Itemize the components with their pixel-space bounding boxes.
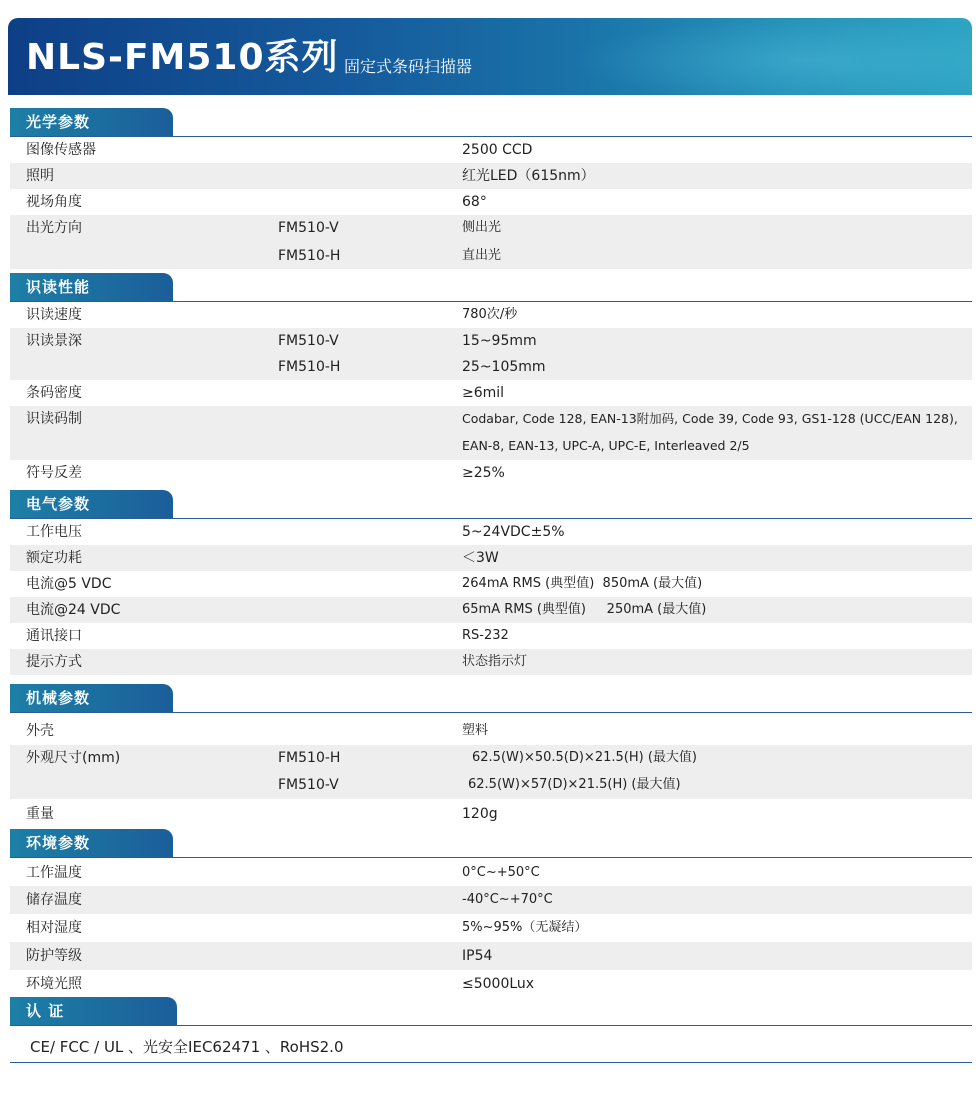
- spec-row-protection: [10, 942, 972, 970]
- section-title: 识读性能: [10, 273, 173, 302]
- spec-value: 65mA RMS (典型值) 250mA (最大值): [462, 602, 707, 617]
- page-title: NLS-FM510系列: [26, 37, 339, 78]
- section-header: [10, 829, 972, 858]
- section-header: [10, 997, 972, 1026]
- bottom-rule: [10, 1062, 972, 1063]
- spec-row-direction: [10, 215, 972, 269]
- spec-label: 照明: [26, 168, 54, 184]
- spec-label: 图像传感器: [26, 142, 96, 158]
- spec-value: 62.5(W)×57(D)×21.5(H) (最大值): [468, 777, 681, 792]
- spec-label: 条码密度: [26, 385, 82, 401]
- section-certification: [10, 997, 972, 1026]
- spec-value: 68°: [462, 194, 487, 210]
- spec-value: ≤5000Lux: [462, 976, 535, 992]
- spec-row-angle: [10, 189, 972, 215]
- spec-row-weight: [10, 799, 972, 829]
- spec-model: FM510-H: [278, 248, 341, 264]
- spec-label: 识读码制: [26, 411, 82, 427]
- spec-value: ＜3W: [462, 550, 499, 566]
- spec-value: 直出光: [462, 248, 502, 263]
- header-banner: [8, 18, 972, 95]
- spec-row-contrast: [10, 460, 972, 486]
- spec-value: EAN-8, EAN-13, UPC-A, UPC-E, Interleaved 2/5: [462, 438, 750, 453]
- spec-row-power: [10, 545, 972, 571]
- spec-row-symbologies: [10, 406, 972, 460]
- spec-value: 62.5(W)×50.5(D)×21.5(H) (最大值): [472, 750, 697, 765]
- spec-row-illumination: [10, 163, 972, 189]
- spec-row-indicator: [10, 649, 972, 675]
- spec-label: 提示方式: [26, 654, 82, 670]
- spec-value: 2500 CCD: [462, 142, 533, 158]
- spec-value: 红光LED（615nm）: [462, 168, 595, 184]
- section-header: [10, 108, 972, 137]
- section-rule: [10, 1025, 972, 1026]
- section-reading: [10, 273, 972, 486]
- spec-label: 防护等级: [26, 948, 82, 964]
- section-mechanical: [10, 684, 972, 829]
- spec-label: 通讯接口: [26, 628, 82, 644]
- spec-model: FM510-H: [278, 750, 341, 766]
- spec-value: 塑料: [462, 723, 489, 738]
- spec-model: FM510-V: [278, 777, 339, 793]
- banner-glow: [568, 18, 972, 95]
- section-title: 机械参数: [10, 684, 173, 713]
- spec-value: 5%~95%（无凝结）: [462, 920, 588, 935]
- spec-label: 工作温度: [26, 865, 82, 881]
- spec-row-density: [10, 380, 972, 406]
- spec-value: 5~24VDC±5%: [462, 524, 565, 540]
- spec-row-depth: [10, 328, 972, 380]
- certification-row: [10, 1032, 972, 1062]
- spec-label: 识读速度: [26, 307, 82, 323]
- spec-label: 重量: [26, 806, 54, 822]
- spec-value: 0°C~+50°C: [462, 865, 540, 880]
- spec-value: IP54: [462, 948, 493, 964]
- spec-label: 视场角度: [26, 194, 82, 210]
- section-header: [10, 684, 972, 713]
- section-title: 光学参数: [10, 108, 173, 137]
- section-optical: [10, 108, 972, 269]
- spec-value: 侧出光: [462, 220, 502, 235]
- spec-row-current5: [10, 571, 972, 597]
- spec-label: 外观尺寸(mm): [26, 750, 121, 766]
- spec-label: 储存温度: [26, 892, 82, 908]
- spec-row-dimensions: [10, 745, 972, 799]
- section-header: [10, 490, 972, 519]
- spec-value: -40°C~+70°C: [462, 892, 553, 907]
- spec-value: 15~95mm: [462, 333, 537, 349]
- spec-model: FM510-H: [278, 359, 341, 375]
- spec-value: 25~105mm: [462, 359, 546, 375]
- spec-label: 识读景深: [26, 333, 82, 349]
- spec-label: 电流@24 VDC: [26, 602, 121, 618]
- spec-value: RS-232: [462, 628, 509, 643]
- section-title: 环境参数: [10, 829, 173, 858]
- spec-row-sensor: [10, 137, 972, 163]
- spec-row-housing: [10, 713, 972, 745]
- section-environment: [10, 829, 972, 998]
- spec-label: 环境光照: [26, 976, 82, 992]
- spec-row-speed: [10, 302, 972, 328]
- section-header: [10, 273, 972, 302]
- page-subtitle: 固定式条码扫描器: [344, 57, 473, 76]
- spec-label: 符号反差: [26, 465, 82, 481]
- spec-row-ambient-light: [10, 970, 972, 998]
- spec-value: ≥6mil: [462, 385, 505, 401]
- spec-value: 780次/秒: [462, 307, 518, 322]
- section-title: 电气参数: [10, 490, 173, 519]
- spec-label: 外壳: [26, 723, 54, 739]
- spec-model: FM510-V: [278, 220, 339, 236]
- spec-value: 状态指示灯: [462, 654, 528, 669]
- spec-row-op-temp: [10, 858, 972, 886]
- section-electrical: [10, 490, 972, 675]
- spec-row-voltage: [10, 519, 972, 545]
- spec-value: Codabar, Code 128, EAN-13附加码, Code 39, Code 93, GS1-128 (UCC/EAN 128),: [462, 411, 958, 426]
- spec-row-storage-temp: [10, 886, 972, 914]
- spec-value: 264mA RMS (典型值) 850mA (最大值): [462, 576, 703, 591]
- spec-value: ≥25%: [462, 465, 505, 481]
- spec-label: 额定功耗: [26, 550, 82, 566]
- section-title: 认 证: [10, 997, 177, 1026]
- spec-row-current24: [10, 597, 972, 623]
- spec-model: FM510-V: [278, 333, 339, 349]
- spec-row-interface: [10, 623, 972, 649]
- spec-label: 工作电压: [26, 524, 82, 540]
- spec-value: 120g: [462, 806, 498, 822]
- spec-label: 出光方向: [26, 220, 82, 236]
- certification-value: CE/ FCC / UL 、光安全IEC62471 、RoHS2.0: [30, 1038, 344, 1056]
- spec-row-humidity: [10, 914, 972, 942]
- spec-label: 电流@5 VDC: [26, 576, 112, 592]
- spec-label: 相对湿度: [26, 920, 82, 936]
